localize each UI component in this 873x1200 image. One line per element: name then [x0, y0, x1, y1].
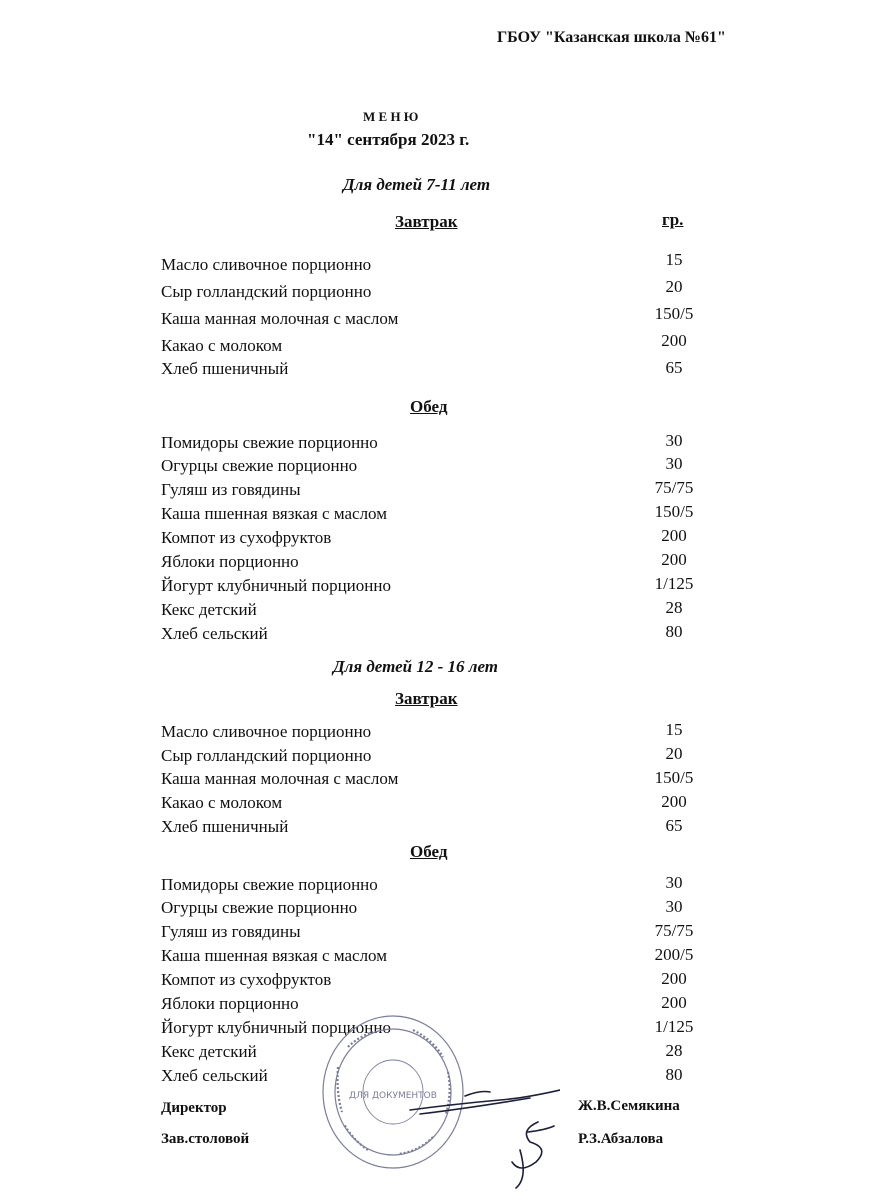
- menu-item-name: Кекс детский: [161, 1042, 257, 1061]
- menu-item-qty: 150/5: [654, 768, 694, 787]
- menu-item-name: Яблоки порционно: [161, 552, 299, 571]
- director-name: Ж.В.Семякина: [578, 1098, 680, 1114]
- menu-item-qty: 200/5: [654, 945, 694, 964]
- menu-item-name: Огурцы свежие порционно: [161, 898, 358, 917]
- menu-item-qty: 1/125: [654, 574, 694, 593]
- menu-item-qty: 80: [665, 1065, 683, 1084]
- school-name: ГБОУ "Казанская школа №61": [497, 29, 726, 46]
- lunch-heading: Обед: [410, 842, 448, 861]
- menu-item-name: Компот из сухофруктов: [161, 970, 332, 989]
- menu-item-qty: 75/75: [654, 921, 694, 940]
- stamp-text: ДЛЯ ДОКУМЕНТОВ: [349, 1091, 437, 1101]
- menu-item-qty: 15: [665, 250, 683, 269]
- menu-item-qty: 75/75: [654, 478, 694, 497]
- menu-item-qty: 30: [665, 873, 683, 892]
- menu-item-qty: 15: [665, 720, 683, 739]
- menu-item-name: Масло сливочное порционно: [161, 255, 372, 274]
- menu-item-name: Сыр голландский порционно: [161, 746, 372, 765]
- breakfast-heading: Завтрак: [395, 689, 458, 708]
- age-group-label: Для детей 12 - 16 лет: [333, 657, 499, 676]
- menu-item-name: Какао с молоком: [161, 336, 283, 355]
- menu-item-name: Яблоки порционно: [161, 994, 299, 1013]
- age-group-label: Для детей 7-11 лет: [343, 175, 491, 194]
- handwritten-signatures-icon: [360, 1070, 560, 1190]
- menu-item-qty: 200: [661, 969, 687, 988]
- menu-title: М Е Н Ю: [363, 109, 419, 124]
- menu-item-name: Гуляш из говядины: [161, 922, 301, 941]
- lunch-heading: Обед: [410, 397, 448, 416]
- breakfast-heading: Завтрак: [395, 212, 458, 231]
- menu-item-qty: 200: [661, 792, 687, 811]
- unit-heading: гр.: [662, 210, 684, 229]
- menu-item-qty: 30: [665, 897, 683, 916]
- menu-item-qty: 65: [665, 358, 683, 377]
- menu-item-name: Каша пшенная вязкая с маслом: [161, 504, 387, 523]
- menu-item-qty: 200: [661, 993, 687, 1012]
- menu-item-qty: 150/5: [654, 304, 694, 323]
- menu-item-name: Гуляш из говядины: [161, 480, 301, 499]
- menu-item-name: Огурцы свежие порционно: [161, 456, 358, 475]
- menu-item-name: Каша манная молочная с маслом: [161, 769, 399, 788]
- menu-item-qty: 1/125: [654, 1017, 694, 1036]
- menu-item-name: Хлеб пшеничный: [161, 817, 289, 836]
- canteen-head-role: Зав.столовой: [161, 1131, 250, 1147]
- menu-date: "14" сентября 2023 г.: [307, 130, 470, 149]
- menu-item-qty: 30: [665, 454, 683, 473]
- menu-item-name: Компот из сухофруктов: [161, 528, 332, 547]
- menu-item-name: Хлеб сельский: [161, 624, 268, 643]
- menu-item-qty: 28: [665, 598, 683, 617]
- menu-item-name: Какао с молоком: [161, 793, 283, 812]
- menu-item-name: Каша манная молочная с маслом: [161, 309, 399, 328]
- menu-item-name: Помидоры свежие порционно: [161, 433, 378, 452]
- menu-item-name: Каша пшенная вязкая с маслом: [161, 946, 387, 965]
- menu-item-qty: 80: [665, 622, 683, 641]
- menu-item-qty: 20: [665, 744, 683, 763]
- menu-item-qty: 20: [665, 277, 683, 296]
- menu-item-name: Помидоры свежие порционно: [161, 875, 378, 894]
- canteen-head-name: Р.З.Абзалова: [578, 1131, 664, 1147]
- menu-item-name: Йогурт клубничный порционно: [161, 1018, 391, 1037]
- menu-item-qty: 200: [661, 331, 687, 350]
- menu-item-qty: 200: [661, 526, 687, 545]
- menu-item-name: Хлеб сельский: [161, 1066, 268, 1085]
- menu-item-name: Масло сливочное порционно: [161, 722, 372, 741]
- menu-item-name: Кекс детский: [161, 600, 257, 619]
- menu-item-name: Сыр голландский порционно: [161, 282, 372, 301]
- menu-item-name: Хлеб пшеничный: [161, 359, 289, 378]
- menu-item-qty: 200: [661, 550, 687, 569]
- menu-item-qty: 28: [665, 1041, 683, 1060]
- menu-item-qty: 65: [665, 816, 683, 835]
- director-role: Директор: [161, 1100, 227, 1116]
- menu-item-qty: 150/5: [654, 502, 694, 521]
- menu-item-qty: 30: [665, 431, 683, 450]
- menu-item-name: Йогурт клубничный порционно: [161, 576, 391, 595]
